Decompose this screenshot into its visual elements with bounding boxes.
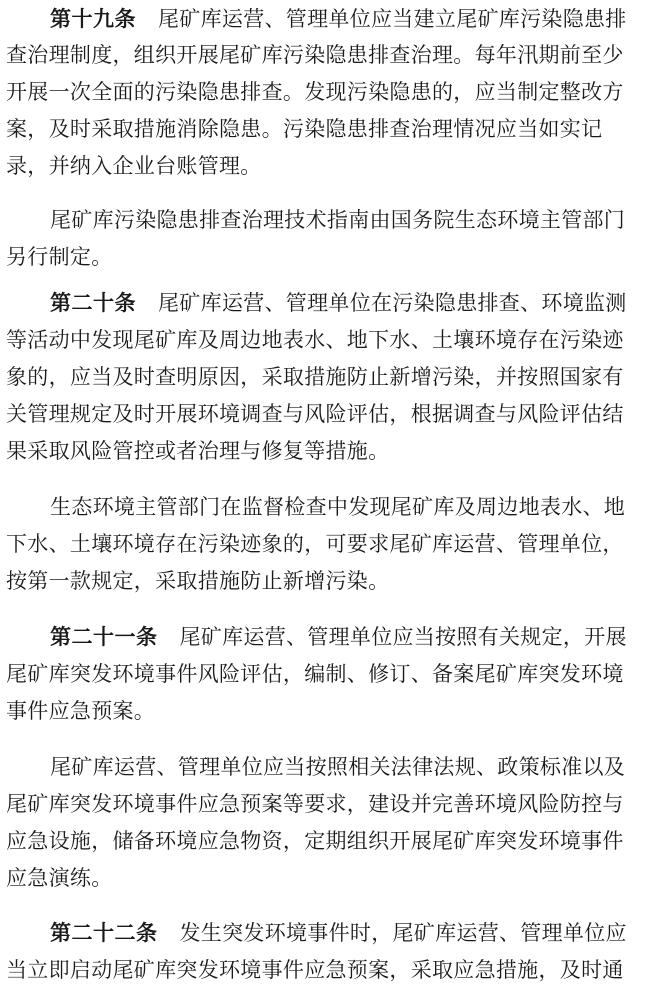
text-line: 另行制定。 xyxy=(6,245,113,269)
article-title: 第二十条 xyxy=(50,291,136,315)
article-22-first-line xyxy=(0,916,662,950)
text-line: 尾矿库运营、管理单位应当按照相关法律法规、政策标准以及 xyxy=(50,755,626,779)
text-line: 尾矿库运营、管理单位应当建立尾矿库污染隐患排 xyxy=(158,7,627,31)
article-title: 第十九条 xyxy=(50,7,136,31)
text-line: 应急设施，储备环境应急物资，定期组织开展尾矿库突发环境事件 xyxy=(6,829,624,853)
text-line: 等活动中发现尾矿库及周边地表水、地下水、土壤环境存在污染迹 xyxy=(6,328,624,352)
text-line: 果采取风险管控或者治理与修复等措施。 xyxy=(6,439,390,463)
article-19-first-line xyxy=(0,2,662,36)
text-line: 案，及时采取措施消除隐患。污染隐患排查治理情况应当如实记 xyxy=(6,117,603,141)
text-line: 尾矿库突发环境事件应急预案等要求，建设并完善环境风险防控与 xyxy=(6,792,624,816)
text-line: 尾矿库突发环境事件风险评估，编制、修订、备案尾矿库突发环境 xyxy=(6,662,624,686)
text-line: 下水、土壤环境存在污染迹象的，可要求尾矿库运营、管理单位， xyxy=(6,532,624,556)
text-line: 象的，应当及时查明原因，采取措施防止新增污染，并按照国家有 xyxy=(6,365,624,389)
text-line: 尾矿库运营、管理单位应当按照有关规定，开展 xyxy=(179,625,627,649)
text-line: 开展一次全面的污染隐患排查。发现污染隐患的，应当制定整改方 xyxy=(6,80,624,104)
article-title: 第二十二条 xyxy=(50,921,158,945)
text-line: 按第一款规定，采取措施防止新增污染。 xyxy=(6,569,390,593)
text-line: 尾矿库运营、管理单位在污染隐患排查、环境监测 xyxy=(158,291,627,315)
text-line: 生态环境主管部门在监督检查中发现尾矿库及周边地表水、地 xyxy=(50,495,626,519)
text-line: 应急演练。 xyxy=(6,866,113,890)
text-line: 录，并纳入企业台账管理。 xyxy=(6,154,262,178)
text-line: 关管理规定及时开展环境调查与风险评估，根据调查与风险评估结 xyxy=(6,402,624,426)
text-line: 发生突发环境事件时，尾矿库运营、管理单位应 xyxy=(179,921,627,945)
text-line: 查治理制度，组织开展尾矿库污染隐患排查治理。每年汛期前至少 xyxy=(6,43,624,67)
text-line: 当立即启动尾矿库突发环境事件应急预案，采取应急措施，及时通 xyxy=(6,958,624,982)
article-20-first-line xyxy=(0,286,662,320)
text-line: 尾矿库污染隐患排查治理技术指南由国务院生态环境主管部门 xyxy=(50,208,626,232)
article-21-first-line xyxy=(0,620,662,654)
article-title: 第二十一条 xyxy=(50,625,158,649)
text-line: 事件应急预案。 xyxy=(6,699,156,723)
